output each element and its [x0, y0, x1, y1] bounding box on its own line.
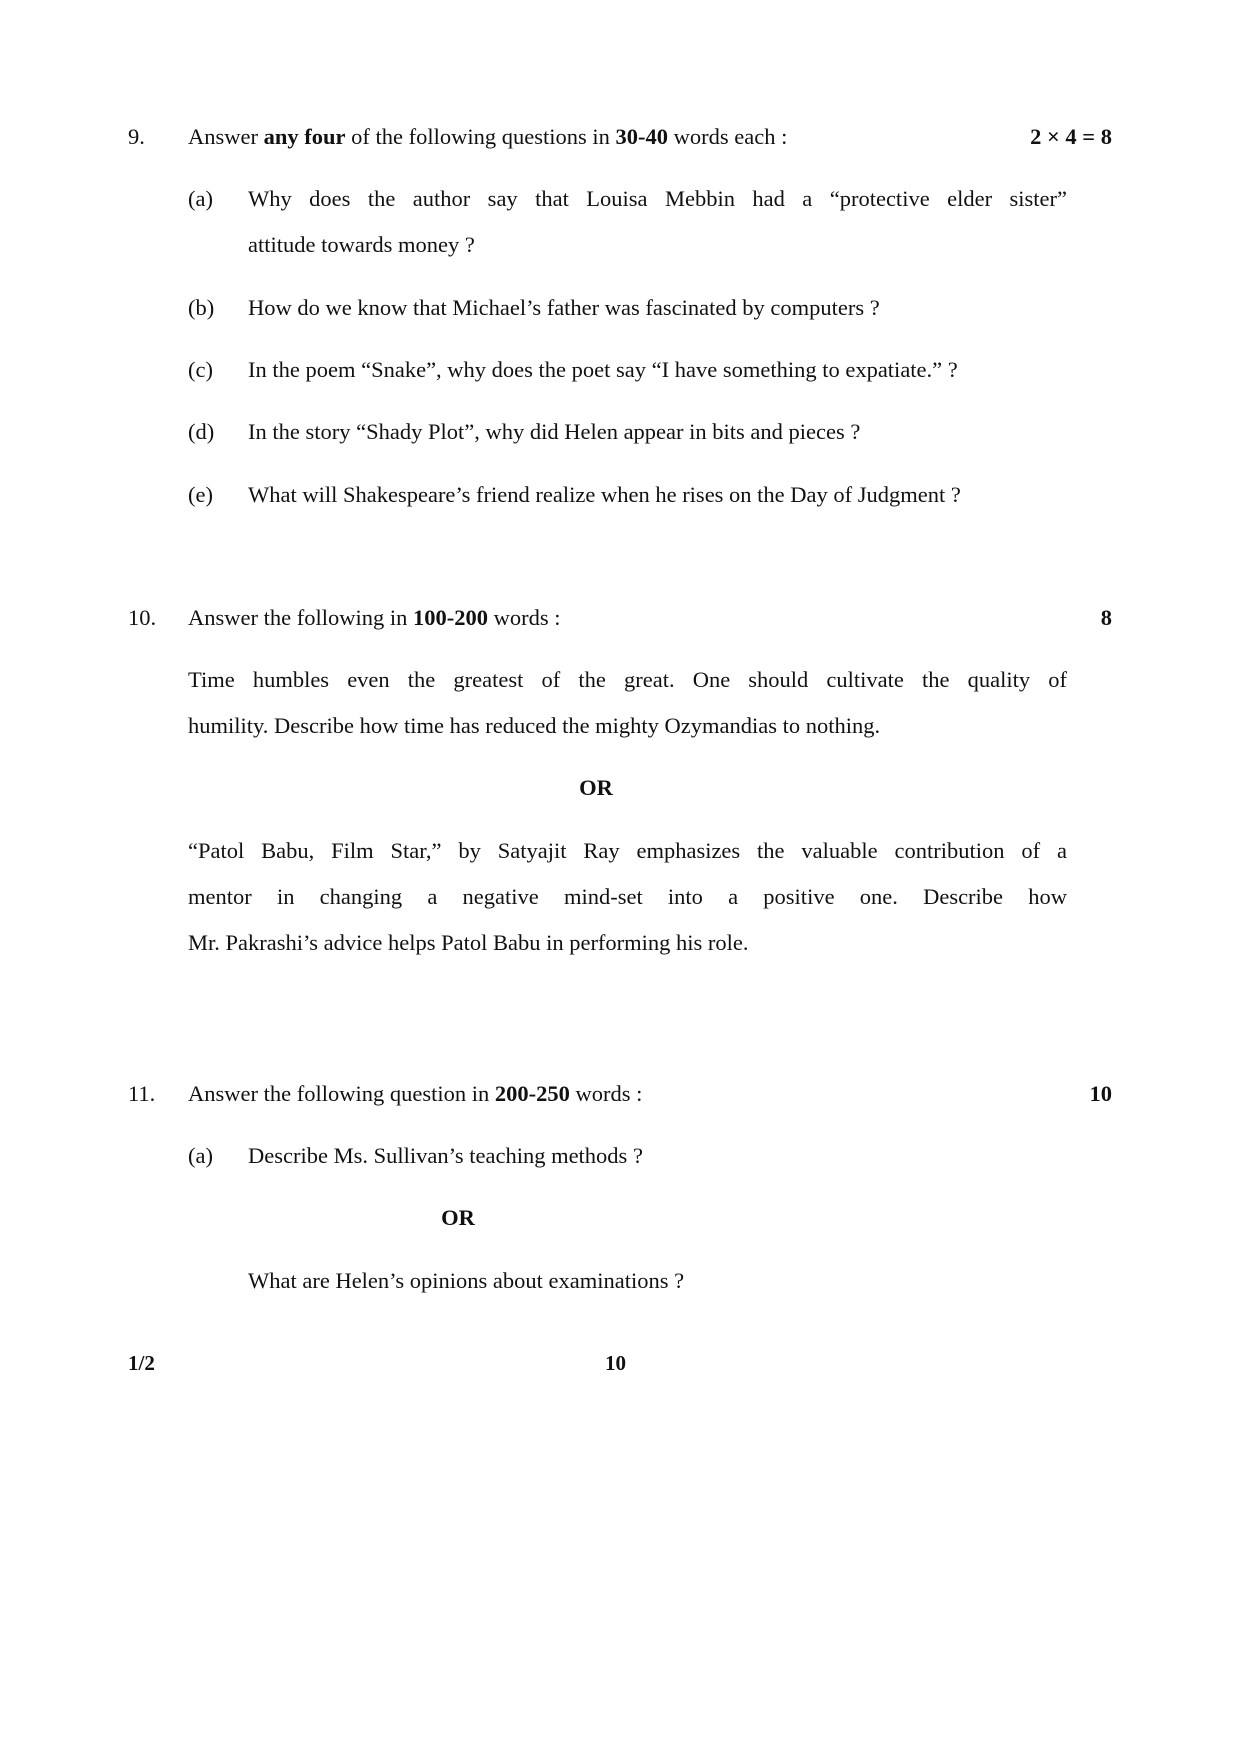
- question-10-intro-post: words :: [487, 605, 561, 630]
- question-9-intro-post: words each :: [667, 124, 788, 149]
- question-10-intro: [188, 605, 560, 631]
- question-10-para2-line1: “Patol Babu, Film Star,” by Satyajit Ray emphasizes the valuable contribution of a: [188, 838, 1067, 863]
- question-9c-label: (c): [188, 357, 213, 382]
- footer-page-number: 10: [605, 1351, 626, 1375]
- question-9-marks: 2 × 4 = 8: [1030, 124, 1112, 149]
- question-11-intro: [188, 1081, 642, 1107]
- question-9a-label: (a): [188, 186, 213, 211]
- question-11-intro-pre: Answer the following question in: [188, 1081, 495, 1106]
- question-9d-text: In the story “Shady Plot”, why did Helen appear in bits and pieces ?: [248, 419, 861, 444]
- question-10-number: 10.: [128, 605, 157, 630]
- question-9b-label: (b): [188, 295, 215, 320]
- question-11-marks: 10: [1089, 1081, 1112, 1106]
- question-11a-text: Describe Ms. Sullivan’s teaching methods ?: [248, 1143, 643, 1168]
- question-9d-label: (d): [188, 419, 215, 444]
- question-11-number: 11.: [128, 1081, 156, 1106]
- question-9e-text: What will Shakespeare’s friend realize when he rises on the Day of Judgment ?: [248, 482, 961, 507]
- question-10-para1-line2: humility. Describe how time has reduced the mighty Ozymandias to nothing.: [188, 713, 881, 738]
- question-10-intro-pre: Answer the following in: [188, 605, 413, 630]
- question-9a-text-line1: Why does the author say that Louisa Mebbin had a “protective elder sister”: [248, 186, 1067, 211]
- question-9-intro-mid: of the following questions in: [345, 124, 616, 149]
- question-10-para2-line3: Mr. Pakrashi’s advice helps Patol Babu in performing his role.: [188, 930, 749, 955]
- question-9-number: 9.: [128, 124, 145, 149]
- question-11-intro-post: words :: [569, 1081, 643, 1106]
- question-9a-text-line2: attitude towards money ?: [248, 232, 475, 257]
- question-9-intro-pre: Answer: [188, 124, 264, 149]
- question-10-intro-bold: 100-200: [412, 605, 488, 630]
- question-11a-label: (a): [188, 1143, 213, 1168]
- question-9b-text: How do we know that Michael’s father was fascinated by computers ?: [248, 295, 880, 320]
- question-9e-label: (e): [188, 482, 213, 507]
- question-10-para1-line1: Time humbles even the greatest of the great. One should cultivate the quality of: [188, 667, 1067, 692]
- question-11-alt-text: What are Helen’s opinions about examinations ?: [248, 1268, 685, 1293]
- question-9-intro-bold-word-count: 30-40: [615, 124, 668, 149]
- footer-paper-code: 1/2: [128, 1351, 155, 1375]
- question-10-para2-line2: mentor in changing a negative mind-set into a positive one. Describe how: [188, 884, 1067, 909]
- question-11-intro-bold: 200-250: [494, 1081, 570, 1106]
- question-11-or-divider: OR: [441, 1205, 475, 1230]
- question-9-intro-bold-any-four: any four: [263, 124, 346, 149]
- question-10-or-divider: OR: [579, 775, 613, 800]
- question-9c-text: In the poem “Snake”, why does the poet say “I have something to expatiate.” ?: [248, 357, 958, 382]
- question-9-intro: [188, 124, 787, 150]
- question-10-marks: 8: [1100, 605, 1112, 630]
